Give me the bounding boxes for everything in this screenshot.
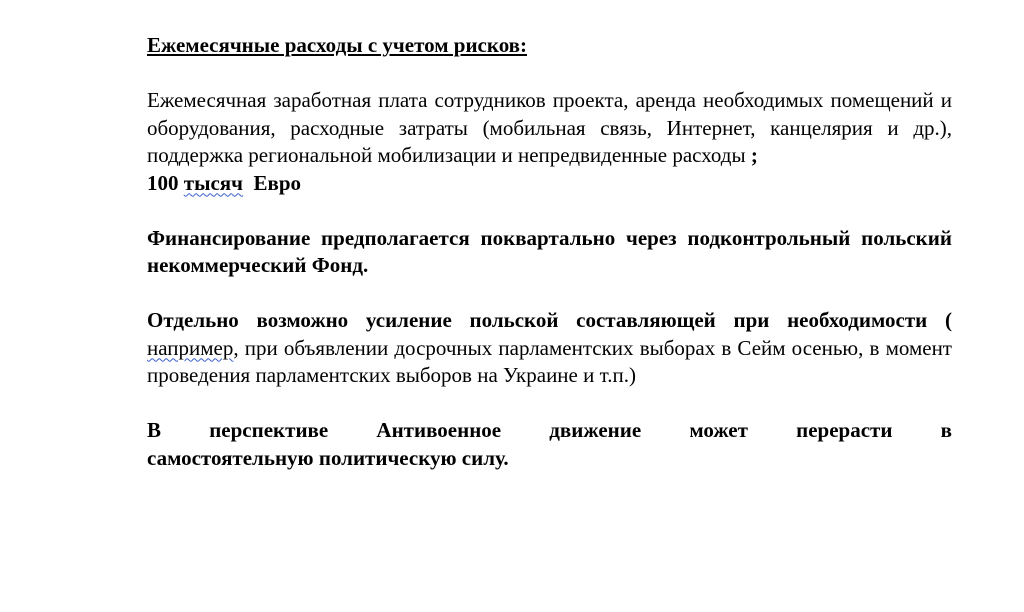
enhancement-spellcheck-word: например xyxy=(147,335,234,360)
enhancement-bold: Отдельно возможно усиление польской составляющей при необходимости xyxy=(147,308,928,332)
perspective-line-2: самостоятельную политическую силу. xyxy=(147,445,509,470)
spacer xyxy=(147,390,952,418)
spacer xyxy=(147,280,952,308)
document-page xyxy=(147,32,968,472)
expenses-text: Ежемесячная заработная плата сотрудников проекта, аренда необходимых помещений и оборудования, расходные затраты (мобильная связь, Интернет, канцелярия и др.), поддержка региональной мобилизации и непредвиденные расходы xyxy=(147,88,952,167)
amount-currency: Евро xyxy=(243,170,302,195)
funding-paragraph: Финансирование предполагается поквартально через подконтрольный польский некоммерческий Фонд. xyxy=(147,225,968,277)
amount-word-spellcheck: тысяч xyxy=(183,170,243,195)
amount-line xyxy=(147,170,952,198)
expenses-semicolon: ; xyxy=(745,143,758,167)
enhancement-paragraph xyxy=(147,307,952,390)
enhancement-open-paren: ( xyxy=(927,308,952,332)
spacer xyxy=(147,197,952,225)
amount-number: 100 xyxy=(147,170,184,195)
enhancement-rest: , при объявлении досрочных парламентских выборах в Сейм осенью, в момент проведения парламентских выборов на Украине и т.п.) xyxy=(147,335,952,387)
expenses-paragraph xyxy=(147,87,952,170)
perspective-line-1: В перспективе Антивоенное движение может перерасти в xyxy=(147,418,952,442)
section-heading: Ежемесячные расходы с учетом рисков: xyxy=(147,33,527,57)
